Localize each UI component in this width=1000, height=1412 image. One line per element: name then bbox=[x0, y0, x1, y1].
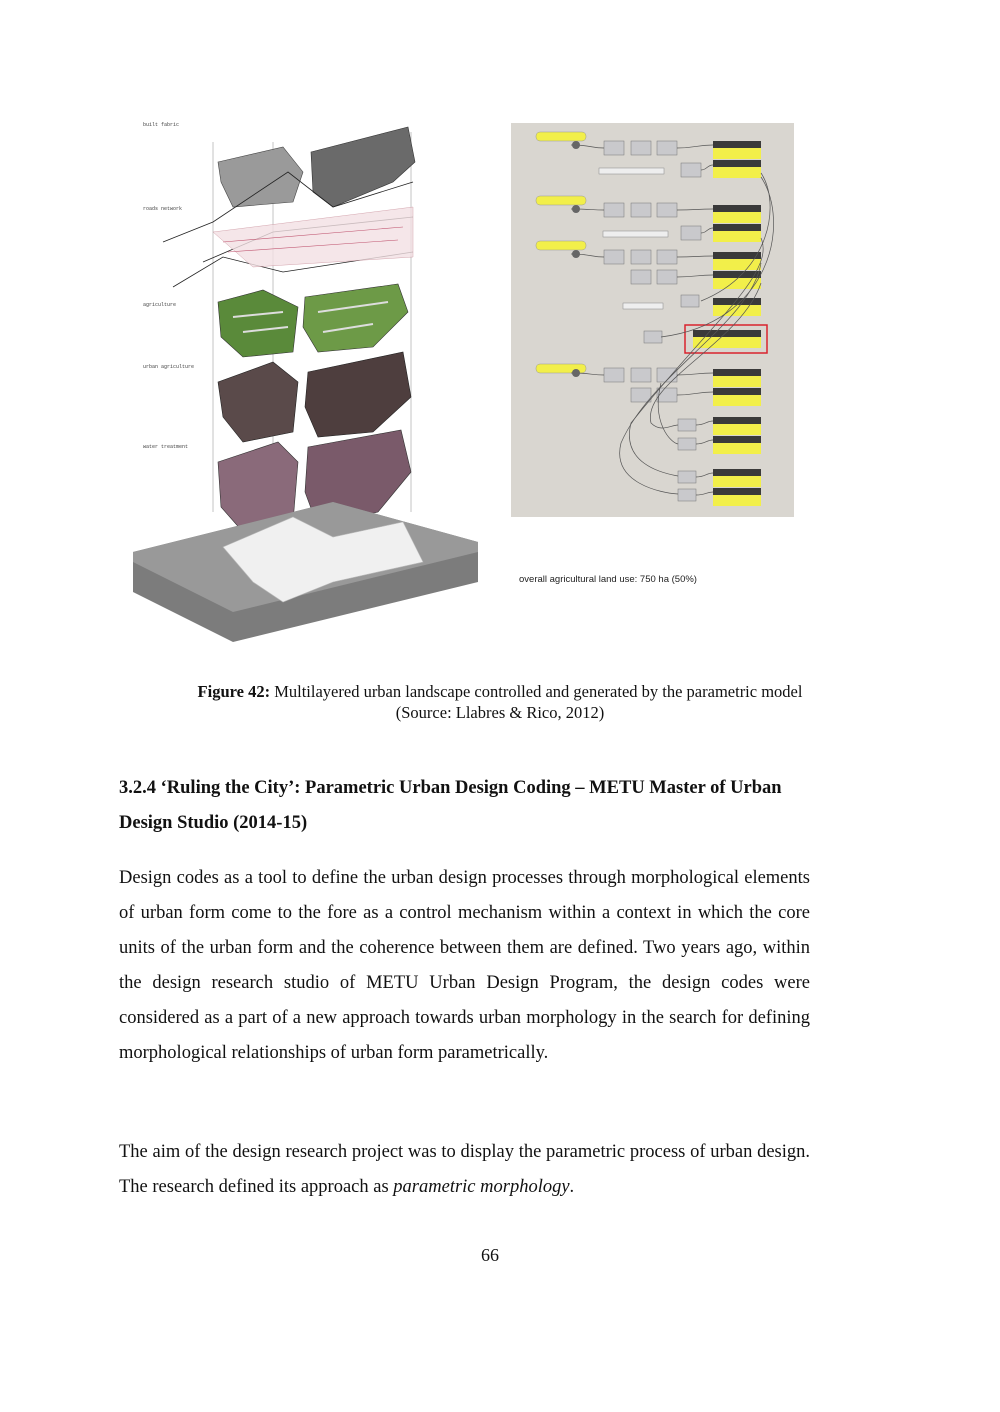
layer-label-water-treatment: water treatment bbox=[143, 444, 189, 450]
layer-label-agriculture: agriculture bbox=[143, 302, 177, 308]
page-number: 66 bbox=[481, 1245, 499, 1265]
caption-line bbox=[100, 681, 900, 702]
paragraph-text-end: . bbox=[569, 1177, 575, 1197]
caption-text: Multilayered urban landscape controlled and generated by the parametric model bbox=[270, 682, 803, 701]
figure-right-caption: overall agricultural land use: 750 ha (50%) bbox=[519, 574, 697, 585]
section-heading: 3.2.4 ‘Ruling the City’: Parametric Urban Design Coding – METU Master of Urban Design Studio (2014-15) bbox=[119, 778, 782, 833]
layer-label-roads-network: roads network bbox=[143, 206, 183, 212]
layer-stack-illustration bbox=[133, 112, 478, 647]
emphasized-term: parametric morphology bbox=[393, 1177, 570, 1197]
caption-label: Figure 42: bbox=[197, 682, 271, 701]
figure-multilayer-landscape bbox=[133, 112, 478, 647]
paragraph-text: The aim of the design research project was to display the parametric process of urban design. The research defined its approach as bbox=[119, 1142, 810, 1197]
figure-parametric-graph bbox=[511, 123, 794, 517]
caption-source: (Source: Llabres & Rico, 2012) bbox=[395, 703, 605, 722]
layer-label-urban-agriculture: urban agriculture bbox=[143, 364, 195, 370]
layer-label-built-fabric: built fabric bbox=[143, 122, 180, 128]
figure-caption bbox=[100, 681, 900, 723]
body-paragraph-1: Design codes as a tool to define the urban design processes through morphological elements of urban form come to the fore as a control mechanism within a context in which the core units of the urban form and the coherence between them are defined. Two years ago, within the design research studio of METU Urban Design Program, the design codes were considered as a part of a new approach towards urban morphology in the search for defining morphological relationships of urban form parametrically. bbox=[119, 868, 810, 1063]
body-paragraph-2 bbox=[119, 1135, 810, 1205]
node-graph-illustration bbox=[511, 123, 794, 517]
